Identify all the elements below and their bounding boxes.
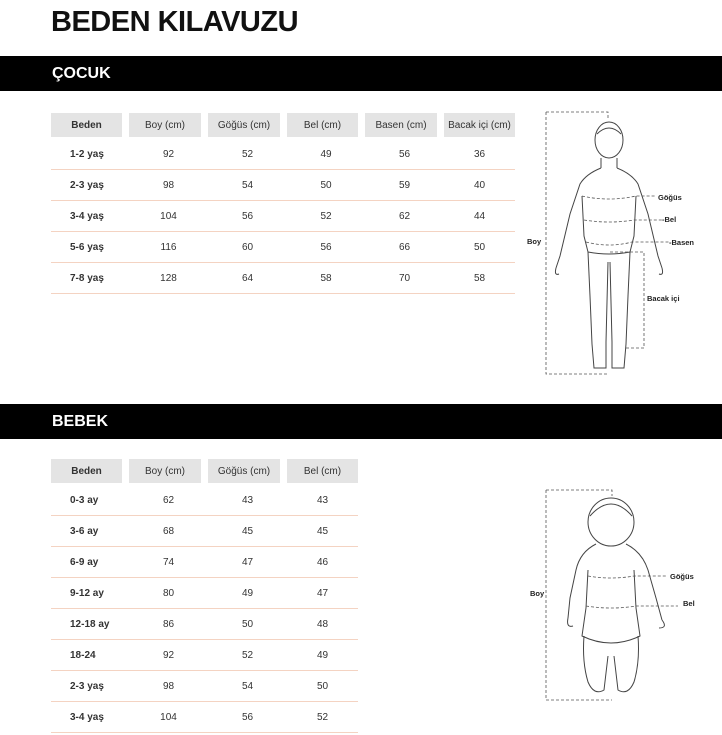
- figure-label-gogus: Göğüs: [658, 193, 682, 202]
- table-row: [51, 702, 358, 733]
- table-cell: 18-24: [51, 640, 129, 671]
- table-cell: 6-9 ay: [51, 547, 129, 578]
- table-cell: 46: [287, 547, 358, 578]
- figure-label-boy: Boy: [530, 589, 545, 598]
- figure-label-bacak-ici: Bacak içi: [647, 294, 680, 303]
- section-header-bebek: BEBEK: [0, 404, 722, 439]
- column-header: Boy (cm): [129, 113, 208, 137]
- column-header: Göğüs (cm): [208, 113, 287, 137]
- table-cell: 43: [208, 483, 287, 516]
- table-cell: 128: [129, 263, 208, 294]
- figure-label-bel: -Bel: [662, 215, 677, 224]
- table-cell: 5-6 yaş: [51, 232, 129, 263]
- table-cell: 43: [287, 483, 358, 516]
- table-row: [51, 609, 358, 640]
- table-cell: 104: [129, 201, 208, 232]
- table-cell: 49: [208, 578, 287, 609]
- table-cell: 59: [365, 170, 444, 201]
- table-row: [51, 201, 515, 232]
- table-cell: 2-3 yaş: [51, 671, 129, 702]
- table-cell: 116: [129, 232, 208, 263]
- table-cell: 58: [287, 263, 365, 294]
- table-cell: 104: [129, 702, 208, 733]
- page-title: BEDEN KILAVUZU: [51, 6, 299, 38]
- column-header: Basen (cm): [365, 113, 444, 137]
- baby-body-illustration: [528, 486, 722, 706]
- table-row: [51, 170, 515, 201]
- column-header: Bacak içi (cm): [444, 113, 515, 137]
- table-cell: 62: [365, 201, 444, 232]
- table-cell: 70: [365, 263, 444, 294]
- table-cell: 49: [287, 640, 358, 671]
- table-cell: 1-2 yaş: [51, 137, 129, 170]
- figure-label-basen: -Basen: [669, 238, 695, 247]
- table-cell: 62: [129, 483, 208, 516]
- table-cell: 52: [208, 137, 287, 170]
- table-cell: 9-12 ay: [51, 578, 129, 609]
- table-cell: 54: [208, 170, 287, 201]
- table-cell: 52: [287, 702, 358, 733]
- size-table-bebek: [51, 459, 358, 733]
- table-cell: 56: [287, 232, 365, 263]
- table-cell: 49: [287, 137, 365, 170]
- table-cell: 86: [129, 609, 208, 640]
- table-row: [51, 578, 358, 609]
- figure-label-gogus: Göğüs: [670, 572, 694, 581]
- figure-label-boy: Boy: [527, 237, 542, 246]
- table-cell: 74: [129, 547, 208, 578]
- figure-label-bel: Bel: [683, 599, 695, 608]
- table-cell: 12-18 ay: [51, 609, 129, 640]
- table-row: [51, 547, 358, 578]
- column-header: Beden: [51, 459, 129, 483]
- column-header: Göğüs (cm): [208, 459, 287, 483]
- size-table-cocuk: [51, 113, 515, 294]
- column-header: Bel (cm): [287, 459, 358, 483]
- column-header: Boy (cm): [129, 459, 208, 483]
- table-cell: 92: [129, 640, 208, 671]
- table-cell: 48: [287, 609, 358, 640]
- table-cell: 50: [287, 170, 365, 201]
- table-cell: 50: [287, 671, 358, 702]
- section-header-cocuk: ÇOCUK: [0, 56, 722, 91]
- column-header: Beden: [51, 113, 129, 137]
- table-cell: 45: [208, 516, 287, 547]
- table-cell: 2-3 yaş: [51, 170, 129, 201]
- table-cell: 3-4 yaş: [51, 201, 129, 232]
- table-row: [51, 671, 358, 702]
- table-row: [51, 483, 358, 516]
- child-measurement-figure: [526, 106, 722, 378]
- table-cell: 56: [365, 137, 444, 170]
- table-cell: 36: [444, 137, 515, 170]
- table-cell: 3-4 yaş: [51, 702, 129, 733]
- table-cell: 98: [129, 671, 208, 702]
- table-cell: 56: [208, 201, 287, 232]
- table-cell: 56: [208, 702, 287, 733]
- table-cell: 98: [129, 170, 208, 201]
- table-cell: 68: [129, 516, 208, 547]
- column-header: Bel (cm): [287, 113, 365, 137]
- table-cell: 64: [208, 263, 287, 294]
- table-cell: 45: [287, 516, 358, 547]
- table-cell: 60: [208, 232, 287, 263]
- table-cell: 40: [444, 170, 515, 201]
- table-cell: 3-6 ay: [51, 516, 129, 547]
- table-cell: 52: [287, 201, 365, 232]
- table-cell: 66: [365, 232, 444, 263]
- table-row: [51, 232, 515, 263]
- table-header-row: [51, 459, 358, 483]
- table-cell: 92: [129, 137, 208, 170]
- table-cell: 58: [444, 263, 515, 294]
- table-cell: 0-3 ay: [51, 483, 129, 516]
- table-row: [51, 263, 515, 294]
- baby-measurement-figure: [528, 486, 722, 706]
- table-row: [51, 640, 358, 671]
- table-cell: 7-8 yaş: [51, 263, 129, 294]
- table-cell: 50: [208, 609, 287, 640]
- table-cell: 44: [444, 201, 515, 232]
- table-header-row: [51, 113, 515, 137]
- table-cell: 47: [287, 578, 358, 609]
- table-cell: 50: [444, 232, 515, 263]
- table-cell: 54: [208, 671, 287, 702]
- table-cell: 47: [208, 547, 287, 578]
- table-cell: 80: [129, 578, 208, 609]
- table-row: [51, 137, 515, 170]
- table-row: [51, 516, 358, 547]
- table-cell: 52: [208, 640, 287, 671]
